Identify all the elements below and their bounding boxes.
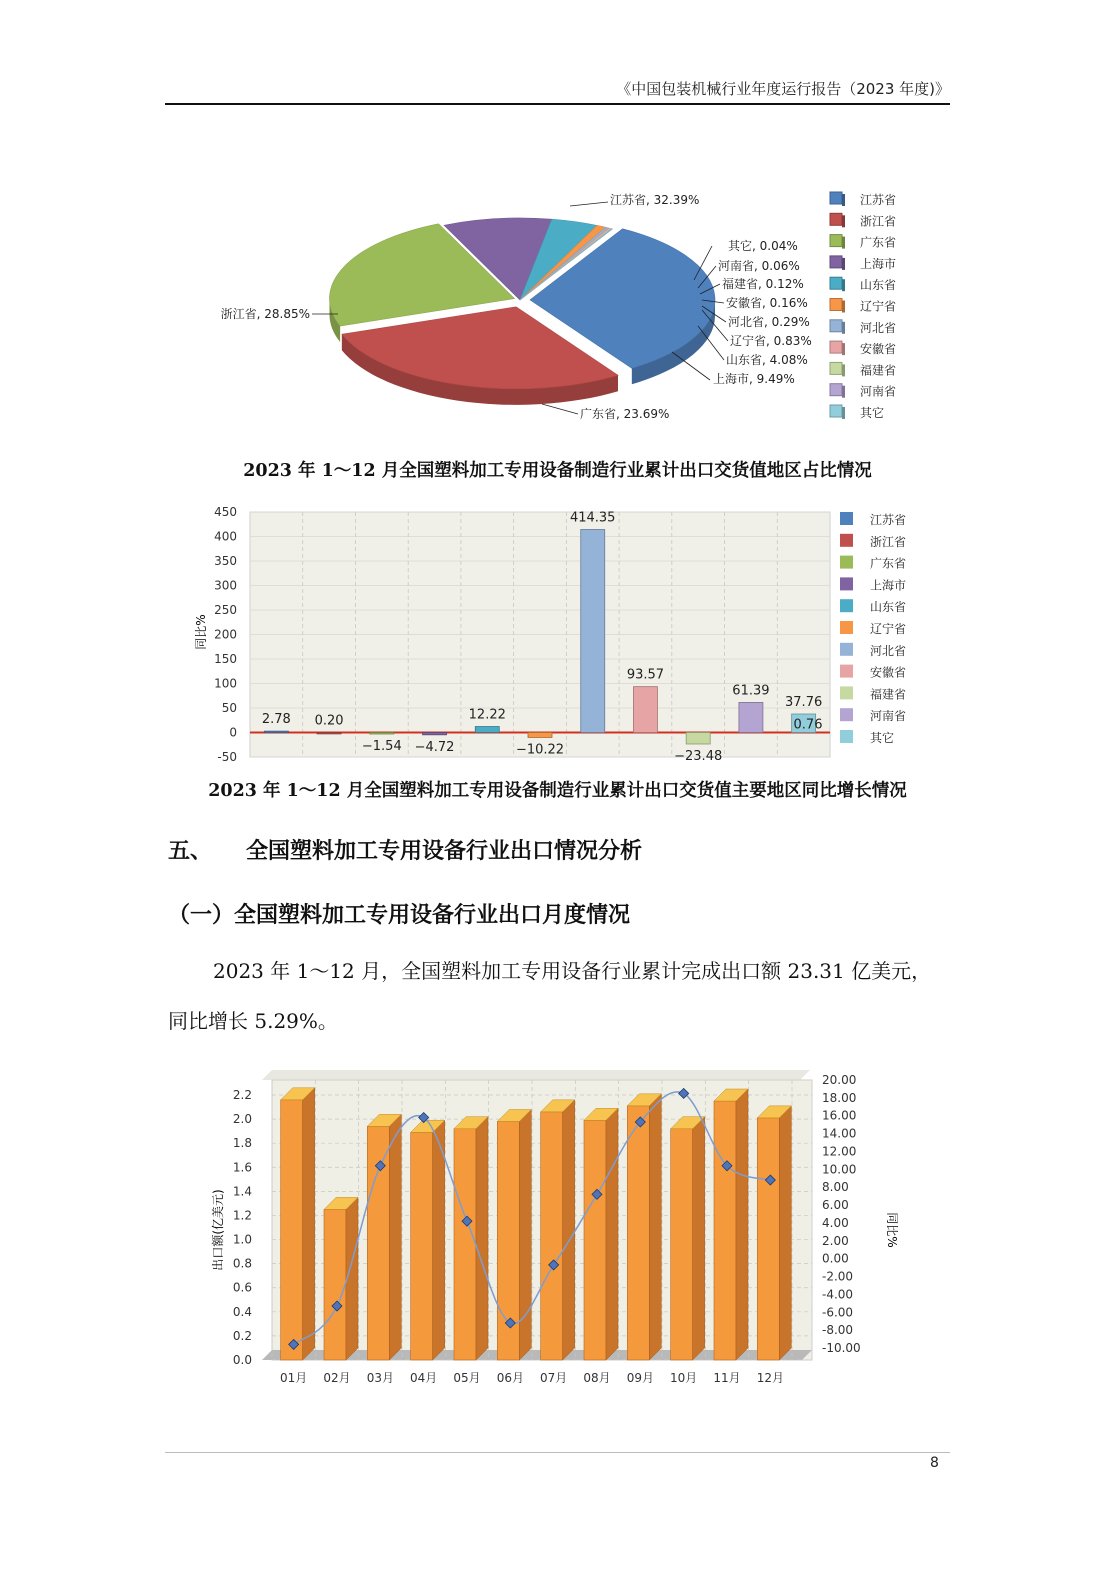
bar bbox=[541, 1112, 563, 1360]
right-tick-label: -6.00 bbox=[822, 1305, 854, 1320]
legend-swatch-side bbox=[842, 279, 845, 291]
right-tick-label: 20.00 bbox=[822, 1073, 857, 1087]
bar-value-label: 61.39 bbox=[732, 683, 770, 699]
month-label: 10月 bbox=[670, 1371, 698, 1385]
bar bbox=[627, 1106, 649, 1360]
legend-swatch bbox=[830, 256, 842, 268]
bar-side bbox=[519, 1110, 531, 1361]
bar bbox=[454, 1129, 476, 1360]
legend-label: 其它 bbox=[860, 406, 885, 420]
pie-leader-line bbox=[542, 404, 578, 414]
left-tick-label: 2.2 bbox=[232, 1088, 252, 1102]
pie-chart bbox=[160, 180, 960, 440]
legend-label: 山东省 bbox=[860, 278, 897, 293]
legend-label: 上海市 bbox=[870, 578, 907, 593]
pie-chart-caption: 2023 年 1～12 月全国塑料加工专用设备制造行业累计出口交货值地区占比情况 bbox=[243, 461, 872, 481]
pie-data-label: 江苏省, 32.39% bbox=[610, 193, 700, 207]
legend-swatch bbox=[830, 341, 842, 353]
month-label: 01月 bbox=[280, 1371, 308, 1385]
legend-swatch-side bbox=[842, 301, 845, 313]
bar bbox=[584, 1120, 606, 1360]
bar bbox=[423, 733, 447, 735]
legend-swatch bbox=[830, 213, 842, 225]
bar bbox=[324, 1209, 346, 1360]
pie-data-label: 河北省, 0.29% bbox=[728, 315, 810, 329]
right-tick-label: 16.00 bbox=[822, 1108, 857, 1123]
legend-swatch bbox=[830, 362, 842, 374]
bar-side bbox=[563, 1100, 575, 1360]
right-tick-label: 2.00 bbox=[822, 1233, 849, 1248]
bar-value-label: 414.35 bbox=[569, 510, 616, 526]
bar-legend bbox=[840, 512, 906, 745]
legend-swatch-side bbox=[842, 407, 845, 419]
left-tick-label: 1.6 bbox=[232, 1160, 252, 1175]
month-label: 08月 bbox=[583, 1371, 611, 1385]
left-tick-label: 0.2 bbox=[232, 1328, 252, 1343]
month-label: 09月 bbox=[626, 1371, 654, 1385]
bar-value-label: −1.54 bbox=[361, 739, 402, 754]
legend-label: 江苏省 bbox=[870, 513, 907, 527]
month-label: 11月 bbox=[713, 1371, 741, 1385]
bar-side bbox=[606, 1108, 618, 1360]
bar-value-label: 12.22 bbox=[468, 707, 506, 723]
right-tick-labels bbox=[822, 1073, 861, 1355]
bar-value-label: 0.76 bbox=[793, 717, 823, 733]
left-tick-label: 0.6 bbox=[232, 1280, 252, 1295]
bar bbox=[671, 1129, 693, 1360]
pie-data-label: 广东省, 23.69% bbox=[580, 407, 670, 421]
y-tick-label: 300 bbox=[214, 578, 237, 593]
pie-data-label: 其它, 0.04% bbox=[728, 239, 798, 253]
page-number: 8 bbox=[930, 1455, 939, 1471]
right-tick-label: -4.00 bbox=[822, 1287, 854, 1302]
month-label: 02月 bbox=[323, 1371, 351, 1385]
bar-value-label: −4.72 bbox=[414, 739, 455, 755]
legend-swatch bbox=[840, 686, 853, 699]
pie-data-label: 辽宁省, 0.83% bbox=[730, 334, 812, 348]
legend-swatch bbox=[840, 621, 853, 634]
right-tick-label: -8.00 bbox=[822, 1323, 854, 1338]
bar-side bbox=[303, 1088, 315, 1360]
right-tick-label: -10.00 bbox=[822, 1341, 861, 1355]
right-tick-label: 14.00 bbox=[822, 1126, 857, 1141]
month-label: 04月 bbox=[410, 1371, 438, 1385]
bar-side bbox=[693, 1117, 705, 1360]
left-tick-label: 1.8 bbox=[232, 1136, 252, 1151]
y-tick-label: 0 bbox=[229, 725, 237, 740]
y-tick-label: 350 bbox=[214, 554, 237, 568]
right-tick-label: -2.00 bbox=[822, 1269, 854, 1284]
right-tick-label: 8.00 bbox=[822, 1180, 849, 1195]
y-tick-label: -50 bbox=[217, 750, 237, 764]
left-tick-label: 0.4 bbox=[232, 1304, 252, 1319]
bar bbox=[739, 702, 763, 732]
legend-label: 安徽省 bbox=[870, 665, 907, 680]
month-label: 07月 bbox=[540, 1371, 568, 1385]
month-label: 03月 bbox=[366, 1371, 394, 1385]
y-tick-label: 250 bbox=[214, 603, 237, 617]
section-number: 五、 bbox=[168, 839, 213, 864]
legend-swatch-side bbox=[842, 258, 845, 270]
right-tick-label: 10.00 bbox=[822, 1162, 857, 1177]
legend-swatch bbox=[840, 599, 853, 612]
pie-slices bbox=[329, 218, 715, 405]
legend-label: 上海市 bbox=[860, 256, 897, 271]
bar-value-label: −10.22 bbox=[515, 742, 565, 758]
y-tick-label: 200 bbox=[214, 627, 237, 642]
bar-value-label: −23.48 bbox=[674, 749, 723, 765]
legend-swatch bbox=[830, 384, 842, 396]
legend-label: 辽宁省 bbox=[860, 299, 897, 314]
legend-label: 辽宁省 bbox=[870, 622, 907, 636]
legend-label: 江苏省 bbox=[860, 193, 897, 207]
bar-chart-caption: 2023 年 1～12 月全国塑料加工专用设备制造行业累计出口交货值主要地区同比增长情况 bbox=[208, 781, 907, 801]
pie-data-label: 河南省, 0.06% bbox=[718, 259, 800, 273]
bar bbox=[475, 727, 499, 733]
legend-label: 广东省 bbox=[870, 556, 907, 571]
left-axis-label: 出口额(亿美元) bbox=[211, 1189, 225, 1271]
legend-label: 浙江省 bbox=[870, 534, 907, 549]
bar-side bbox=[476, 1117, 488, 1360]
y-tick-label: 150 bbox=[214, 652, 237, 666]
legend-label: 浙江省 bbox=[860, 214, 897, 229]
legend-swatch bbox=[840, 730, 853, 743]
legend-label: 福建省 bbox=[870, 687, 907, 702]
legend-swatch bbox=[840, 512, 853, 525]
bar bbox=[281, 1100, 303, 1360]
legend-label: 河北省 bbox=[860, 320, 897, 335]
header-divider bbox=[165, 103, 950, 105]
monthly-export-chart bbox=[200, 1070, 920, 1400]
legend-swatch-side bbox=[842, 237, 845, 249]
right-tick-label: 12.00 bbox=[822, 1144, 857, 1159]
y-tick-label: 400 bbox=[214, 529, 237, 544]
legend-label: 安徽省 bbox=[860, 342, 897, 357]
legend-swatch-side bbox=[842, 322, 845, 334]
right-tick-label: 4.00 bbox=[822, 1215, 849, 1230]
bar-side bbox=[779, 1106, 791, 1360]
right-tick-label: 0.00 bbox=[822, 1251, 849, 1266]
legend-label: 河北省 bbox=[870, 643, 907, 658]
legend-swatch bbox=[830, 277, 842, 289]
right-tick-label: 18.00 bbox=[822, 1090, 857, 1105]
paragraph-line-2: 同比增长 5.29%。 bbox=[168, 1009, 338, 1033]
legend-swatch bbox=[830, 405, 842, 417]
legend-swatch bbox=[840, 534, 853, 547]
pie-data-label: 上海市, 9.49% bbox=[713, 372, 795, 386]
bar bbox=[714, 1101, 736, 1360]
bar-side bbox=[649, 1094, 661, 1360]
left-tick-label: 1.2 bbox=[232, 1208, 252, 1223]
bar-side bbox=[389, 1114, 401, 1360]
y-axis-label: 同比% bbox=[194, 614, 208, 650]
footer-divider bbox=[165, 1452, 950, 1453]
legend-swatch bbox=[840, 708, 853, 721]
legend-swatch bbox=[840, 556, 853, 569]
legend-label: 广东省 bbox=[860, 235, 897, 250]
legend-swatch bbox=[830, 299, 842, 311]
legend-swatch bbox=[840, 643, 853, 656]
month-labels bbox=[280, 1371, 784, 1385]
legend-swatch bbox=[840, 665, 853, 678]
subsection-title: （一）全国塑料加工专用设备行业出口月度情况 bbox=[168, 903, 631, 928]
bar-side bbox=[433, 1120, 445, 1360]
pie-data-label: 福建省, 0.12% bbox=[722, 277, 804, 291]
left-tick-label: 2.0 bbox=[232, 1112, 252, 1127]
legend-swatch-side bbox=[842, 364, 845, 376]
bar-value-label: 93.57 bbox=[626, 667, 665, 683]
bar bbox=[317, 732, 341, 734]
legend-swatch-side bbox=[842, 343, 845, 355]
right-tick-label: 6.00 bbox=[822, 1198, 849, 1213]
section-title: 全国塑料加工专用设备行业出口情况分析 bbox=[246, 839, 643, 864]
bar bbox=[528, 733, 552, 738]
month-label: 05月 bbox=[453, 1371, 481, 1385]
legend-label: 河南省 bbox=[860, 384, 897, 399]
pie-data-label: 安徽省, 0.16% bbox=[726, 296, 808, 310]
legend-swatch-side bbox=[842, 215, 845, 227]
month-label: 06月 bbox=[496, 1371, 524, 1385]
legend-label: 其它 bbox=[870, 731, 895, 745]
pie-data-label: 浙江省, 28.85% bbox=[220, 307, 310, 321]
legend-swatch-side bbox=[842, 386, 845, 398]
legend-swatch bbox=[830, 192, 842, 204]
y-tick-label: 50 bbox=[221, 701, 237, 715]
bar bbox=[370, 733, 394, 735]
y-tick-label: 100 bbox=[214, 676, 237, 691]
region-yoy-bar-chart bbox=[185, 502, 945, 772]
bar bbox=[264, 731, 288, 733]
bar bbox=[411, 1132, 433, 1360]
left-tick-label: 1.4 bbox=[232, 1184, 252, 1199]
report-header-title: 《中国包装机械行业年度运行报告（2023 年度)》 bbox=[616, 80, 950, 98]
bar bbox=[367, 1126, 389, 1360]
bar-value-label: 37.76 bbox=[785, 694, 823, 710]
bar bbox=[633, 687, 657, 733]
bar-side bbox=[346, 1197, 358, 1360]
bar-value-label: 2.78 bbox=[261, 712, 291, 728]
pie-data-label: 山东省, 4.08% bbox=[726, 353, 808, 367]
legend-swatch bbox=[830, 235, 842, 247]
bar bbox=[757, 1118, 779, 1360]
left-tick-labels bbox=[233, 1088, 252, 1367]
right-axis-label: 同比% bbox=[885, 1212, 899, 1248]
plot-back-top bbox=[262, 1070, 810, 1080]
legend-label: 河南省 bbox=[870, 709, 907, 724]
legend-swatch bbox=[830, 320, 842, 332]
bar bbox=[686, 733, 710, 745]
legend-label: 山东省 bbox=[870, 600, 907, 615]
legend-swatch-side bbox=[842, 194, 845, 206]
paragraph-line-1: 2023 年 1～12 月，全国塑料加工专用设备行业累计完成出口额 23.31 亿美元， bbox=[213, 959, 932, 983]
pie-leader-line bbox=[570, 202, 608, 206]
pie-legend bbox=[830, 192, 896, 420]
legend-label: 福建省 bbox=[860, 363, 897, 378]
bar bbox=[581, 529, 605, 732]
legend-swatch bbox=[840, 577, 853, 590]
left-tick-label: 0.8 bbox=[232, 1256, 252, 1271]
y-tick-labels bbox=[214, 505, 237, 764]
left-tick-label: 0.0 bbox=[232, 1353, 252, 1367]
y-tick-label: 450 bbox=[214, 505, 237, 519]
bar-value-label: 0.20 bbox=[314, 713, 344, 729]
left-tick-label: 1.0 bbox=[232, 1232, 252, 1247]
bar-side bbox=[736, 1089, 748, 1360]
month-label: 12月 bbox=[756, 1371, 784, 1385]
